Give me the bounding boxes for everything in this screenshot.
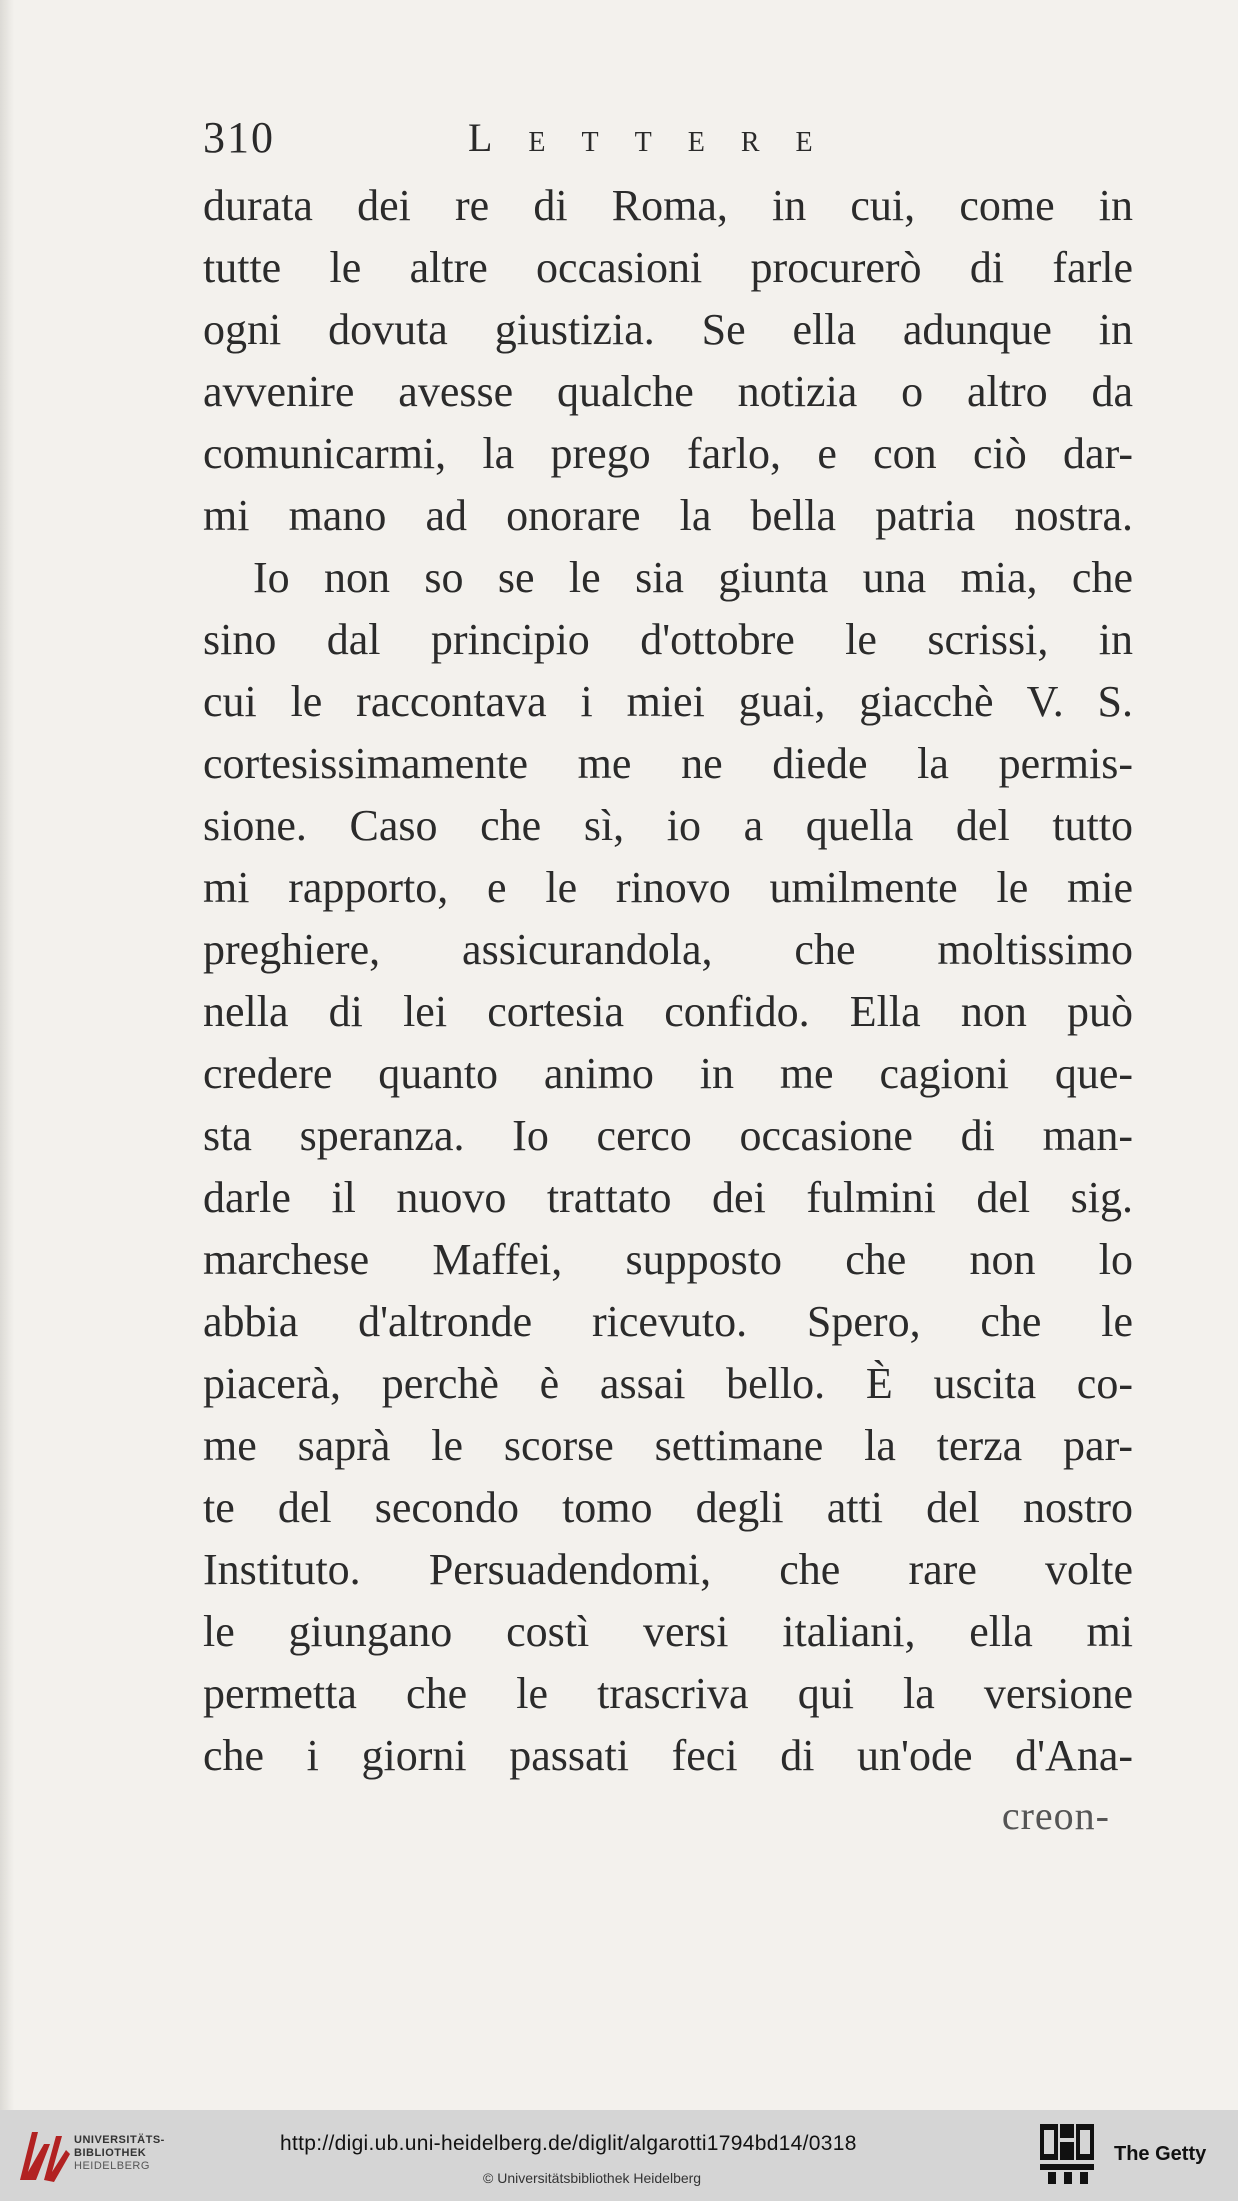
text-line: le giungano costì versi italiani, ella mi bbox=[203, 1607, 1133, 1656]
text-line: permetta che le trascriva qui la versione bbox=[203, 1669, 1133, 1718]
text-line: me saprà le scorse settimane la terza par- bbox=[203, 1421, 1133, 1470]
text-line: preghiere, assicurandola, che moltissimo bbox=[203, 925, 1133, 974]
text-line: mi mano ad onorare la bella patria nostra. bbox=[203, 491, 1133, 540]
text-line: Instituto. Persuadendomi, che rare volte bbox=[203, 1545, 1133, 1594]
text-line: cortesissimamente me ne diede la permis- bbox=[203, 739, 1133, 788]
page-gutter-shadow bbox=[0, 0, 14, 2110]
library-name-line: UNIVERSITÄTS- bbox=[74, 2134, 165, 2146]
text-line: sta speranza. Io cerco occasione di man- bbox=[203, 1111, 1133, 1160]
text-line: durata dei re di Roma, in cui, come in bbox=[203, 181, 1133, 230]
library-name-line: HEIDELBERG bbox=[74, 2160, 150, 2172]
text-line: te del secondo tomo degli atti del nostro bbox=[203, 1483, 1133, 1532]
viewer-footer bbox=[0, 2110, 1238, 2201]
running-title: Lettere bbox=[468, 115, 849, 160]
text-line: abbia d'altronde ricevuto. Spero, che le bbox=[203, 1297, 1133, 1346]
text-line: piacerà, perchè è assai bello. È uscita co- bbox=[203, 1359, 1133, 1408]
text-line: che i giorni passati feci di un'ode d'Ana- bbox=[203, 1731, 1133, 1780]
text-line: darle il nuovo trattato dei fulmini del sig. bbox=[203, 1173, 1133, 1222]
text-line: sione. Caso che sì, io a quella del tutto bbox=[203, 801, 1133, 850]
text-line: sino dal principio d'ottobre le scrissi, in bbox=[203, 615, 1133, 664]
body-text bbox=[203, 175, 1133, 1787]
partner-name: The Getty bbox=[1114, 2143, 1207, 2165]
text-line: marchese Maffei, supposto che non lo bbox=[203, 1235, 1133, 1284]
permalink-url[interactable]: http://digi.ub.uni-heidelberg.de/diglit/algarotti1794bd14/0318 bbox=[280, 2132, 857, 2155]
text-line: Io non so se le sia giunta una mia, che bbox=[253, 553, 1133, 602]
heidelberg-library-logo-icon[interactable] bbox=[14, 2122, 74, 2188]
catchword: creon- bbox=[1001, 1793, 1110, 1838]
text-line: comunicarmi, la prego farlo, e con ciò dar- bbox=[203, 429, 1133, 478]
text-line: avvenire avesse qualche notizia o altro da bbox=[203, 367, 1133, 416]
library-name-line: BIBLIOTHEK bbox=[74, 2147, 147, 2159]
text-line: tutte le altre occasioni procurerò di farle bbox=[203, 243, 1133, 292]
text-line: mi rapporto, e le rinovo umilmente le mie bbox=[203, 863, 1133, 912]
text-line: credere quanto animo in me cagioni que- bbox=[203, 1049, 1133, 1098]
page-number: 310 bbox=[203, 113, 275, 162]
text-line: cui le raccontava i miei guai, giacchè V. S. bbox=[203, 677, 1133, 726]
copyright-notice: © Universitätsbibliothek Heidelberg bbox=[483, 2170, 702, 2186]
running-head bbox=[203, 112, 1133, 172]
getty-logo-icon[interactable] bbox=[1040, 2124, 1094, 2184]
library-name bbox=[74, 2134, 165, 2173]
text-line: ogni dovuta giustizia. Se ella adunque in bbox=[203, 305, 1133, 354]
text-line: nella di lei cortesia confido. Ella non può bbox=[203, 987, 1133, 1036]
